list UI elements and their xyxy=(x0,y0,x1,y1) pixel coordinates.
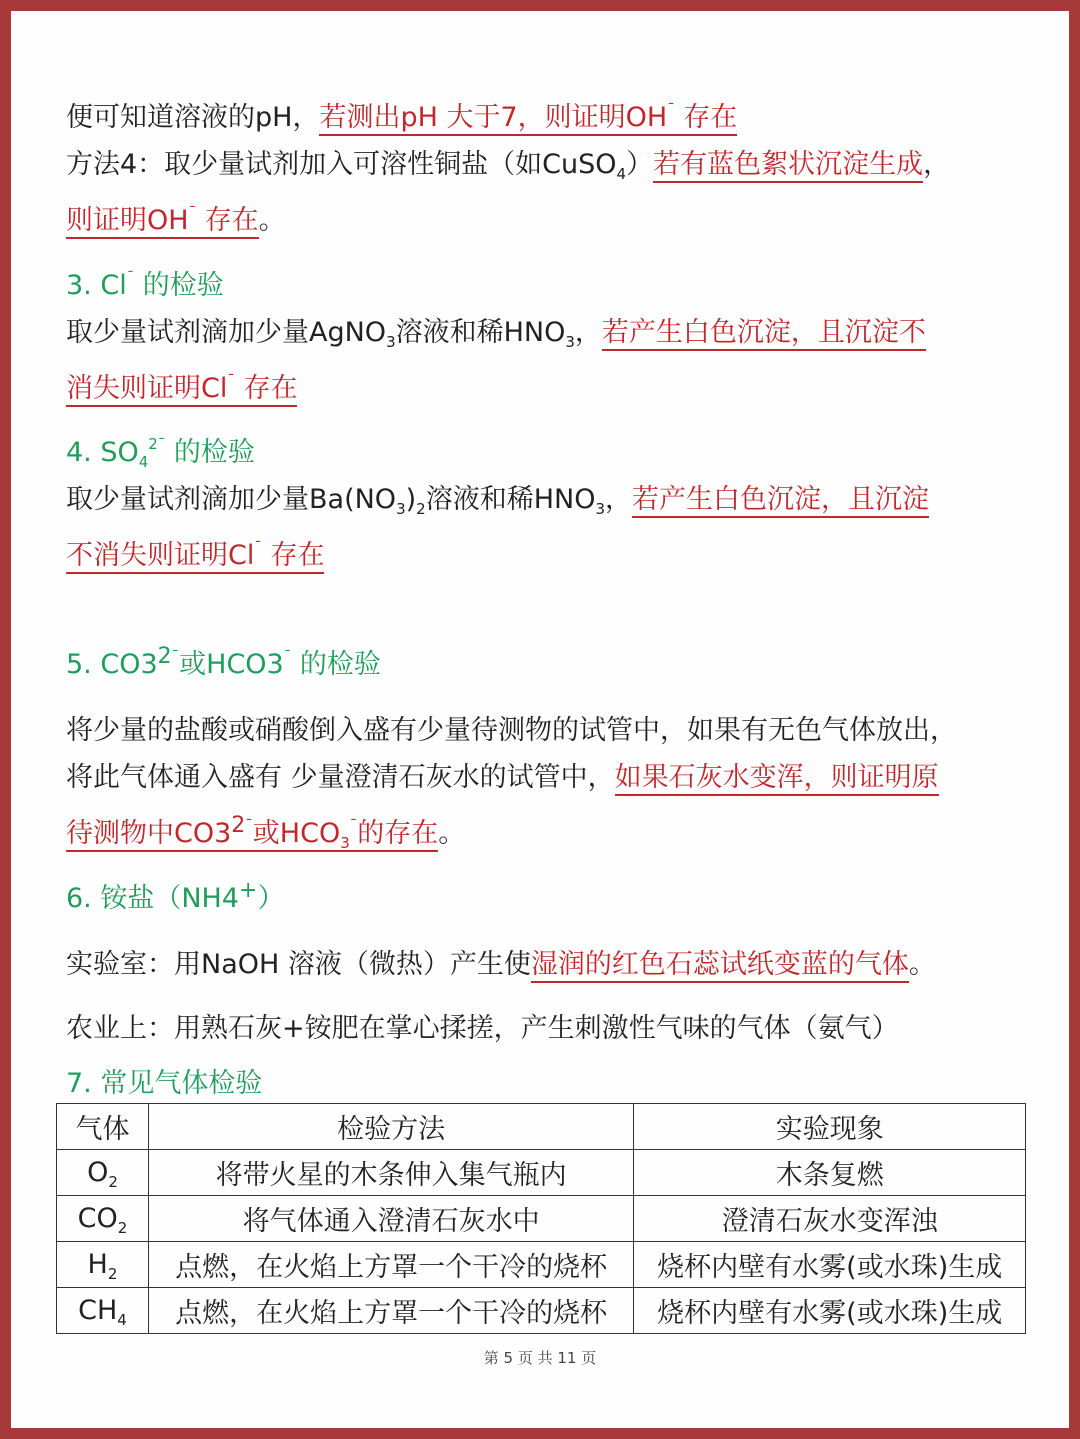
table-header: 检验方法 xyxy=(148,1104,633,1150)
table-cell: 澄清石灰水变浑浊 xyxy=(634,1196,1026,1242)
highlight-text: 湿润的红色石蕊试纸变蓝的气体 xyxy=(531,949,909,983)
text-line xyxy=(66,366,297,405)
text-line: 待测物中$CO3^{2ˉ}$或$HCO_3^ˉ$的存在。 xyxy=(66,813,466,852)
table-cell: $O_2$ xyxy=(57,1150,149,1196)
text-line: 实验室：用NaOH 溶液（微热）产生使湿润的红色石蕊试纸变蓝的气体。 xyxy=(66,942,936,981)
text-line: 方法4：取少量试剂加入可溶性铜盐（如CuSO$_4$）若有蓝色絮状沉淀生成， xyxy=(66,149,951,183)
table-cell: 将带火星的木条伸入集气瓶内 xyxy=(148,1150,633,1196)
text-line xyxy=(66,95,737,134)
text-line: 将此气体通入盛有 少量澄清石灰水的试管中，如果石灰水变浑，则证明原 xyxy=(66,755,939,794)
highlight-text: 若有蓝色絮状沉淀生成 xyxy=(653,149,923,183)
text-line xyxy=(66,533,324,572)
table-cell: 木条复燃 xyxy=(634,1150,1026,1196)
section-heading: 3. $Cl^ˉ$ 的检验 xyxy=(66,268,224,301)
highlight-text: 若测出pH 大于7，则证明$OH^ˉ$ 存在 xyxy=(319,102,737,136)
section-heading: 4. $SO_4^{2ˉ}$ 的检验 xyxy=(66,435,255,471)
section-heading: 7. 常见气体检验 xyxy=(66,1068,263,1099)
table-cell: 将气体通入澄清石灰水中 xyxy=(148,1196,633,1242)
table-cell: $CH_4$ xyxy=(57,1288,149,1334)
table-cell: 点燃，在火焰上方罩一个干冷的烧杯 xyxy=(148,1288,633,1334)
gas-test-table xyxy=(56,1103,1026,1334)
table-cell: $H_2$ xyxy=(57,1242,149,1288)
highlight-text: 不消失则证明$Cl^ˉ$ 存在 xyxy=(66,540,324,574)
highlight-text: 若产生白色沉淀，且沉淀不 xyxy=(602,317,926,351)
highlight-text: 若产生白色沉淀，且沉淀 xyxy=(632,484,929,518)
table-cell: 点燃，在火焰上方罩一个干冷的烧杯 xyxy=(148,1242,633,1288)
table-row xyxy=(57,1288,1026,1334)
text: 方法4：取少量试剂加入可溶性铜盐（如CuSO xyxy=(66,149,617,180)
text-line: 取少量试剂滴加少量AgNO$_3$溶液和稀$HNO_3$，若产生白色沉淀，且沉淀不 xyxy=(66,317,926,351)
table-cell: $CO_2$ xyxy=(57,1196,149,1242)
text: 便可知道溶液的pH， xyxy=(66,102,320,133)
section-heading: 6. 铵盐（NH4+） xyxy=(66,878,285,914)
table-cell: 烧杯内壁有水雾(或水珠)生成 xyxy=(634,1288,1026,1334)
table-header-row xyxy=(57,1104,1026,1150)
highlight-text: 消失则证明$Cl^ˉ$ 存在 xyxy=(66,373,297,407)
highlight-text: 则证明$OH^ˉ$ 存在 xyxy=(66,205,259,239)
highlight-text: 待测物中$CO3^{2ˉ}$或$HCO_3^ˉ$的存在 xyxy=(66,813,439,852)
text-line: 将少量的盐酸或硝酸倒入盛有少量待测物的试管中，如果有无色气体放出， xyxy=(66,715,957,746)
table-cell: 烧杯内壁有水雾(或水珠)生成 xyxy=(634,1242,1026,1288)
table-header: 实验现象 xyxy=(634,1104,1026,1150)
text-line: 农业上：用熟石灰+铵肥在掌心揉搓，产生刺激性气味的气体（氨气） xyxy=(66,1013,899,1044)
table-row xyxy=(57,1242,1026,1288)
section-heading: 5. $CO3^{2ˉ}$或$HCO3^ˉ$ 的检验 xyxy=(66,644,381,680)
table-header: 气体 xyxy=(57,1104,149,1150)
text-line: 取少量试剂滴加少量$Ba(NO_3)_2$溶液和稀$HNO_3$，若产生白色沉淀，且沉淀 xyxy=(66,484,930,518)
table-row xyxy=(57,1150,1026,1196)
table-row xyxy=(57,1196,1026,1242)
text-line: 则证明$OH^ˉ$ 存在。 xyxy=(66,198,286,237)
highlight-text: 如果石灰水变浑，则证明原 xyxy=(615,762,939,796)
page-number: 第 5 页 共 11 页 xyxy=(483,1349,597,1367)
